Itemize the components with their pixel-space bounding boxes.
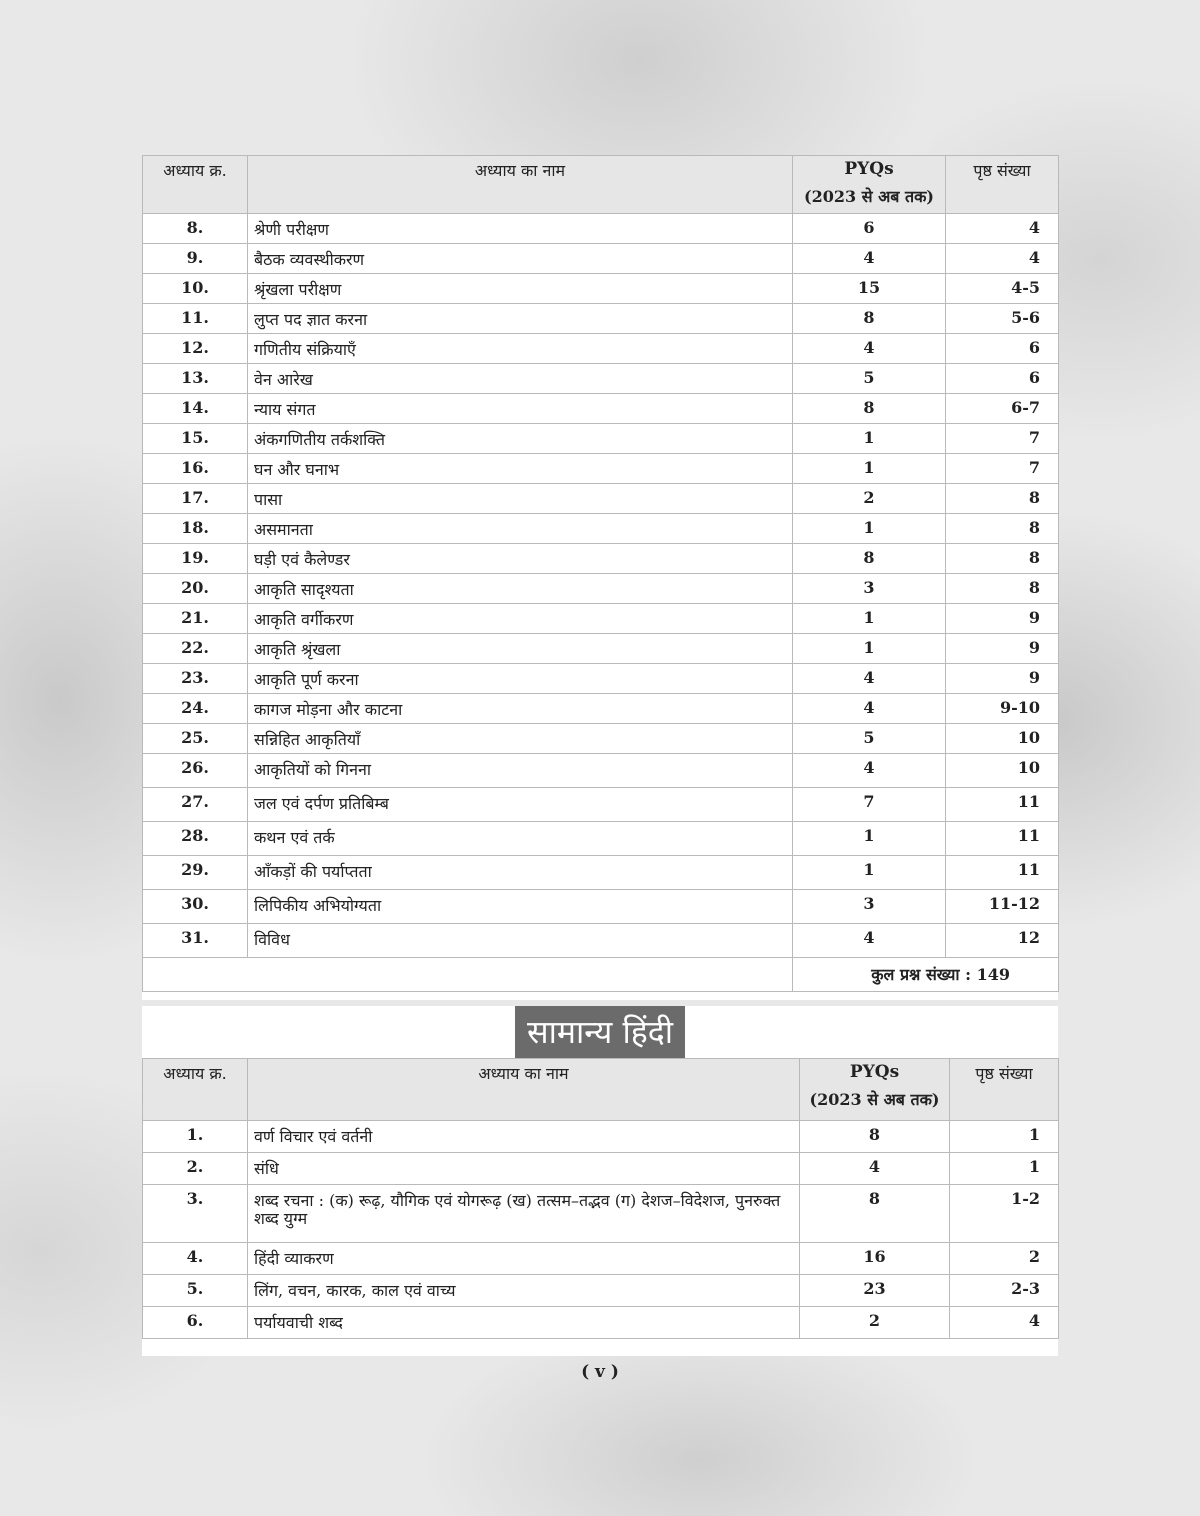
chapter-name-cell: आँकड़ों की पर्याप्तता	[248, 856, 793, 890]
serial-cell: 9.	[143, 244, 248, 274]
serial-cell: 14.	[143, 394, 248, 424]
header-serial: अध्याय क्र.	[143, 156, 248, 214]
pyq-count-cell: 5	[793, 724, 946, 754]
table-row	[143, 1275, 1059, 1307]
page-number-cell: 1	[950, 1121, 1059, 1153]
chapter-table-1	[142, 155, 1059, 992]
pyq-count-cell: 2	[793, 484, 946, 514]
table-row	[143, 394, 1059, 424]
reasoning-chapter-table-panel	[142, 155, 1058, 1000]
chapter-name-cell: आकृति सादृश्यता	[248, 574, 793, 604]
page-number-cell: 4	[946, 214, 1059, 244]
page-number-cell: 4	[950, 1307, 1059, 1339]
chapter-name-cell: आकृतियों को गिनना	[248, 754, 793, 788]
serial-cell: 3.	[143, 1185, 248, 1243]
pyq-count-cell: 3	[793, 574, 946, 604]
page-number-cell: 10	[946, 724, 1059, 754]
chapter-name-cell: अंकगणितीय तर्कशक्ति	[248, 424, 793, 454]
table-row	[143, 304, 1059, 334]
pyq-count-cell: 4	[793, 334, 946, 364]
pyq-count-cell: 1	[793, 634, 946, 664]
table-row	[143, 724, 1059, 754]
chapter-name-cell: घन और घनाभ	[248, 454, 793, 484]
page-number-cell: 10	[946, 754, 1059, 788]
serial-cell: 6.	[143, 1307, 248, 1339]
serial-cell: 1.	[143, 1121, 248, 1153]
page-number-cell: 11-12	[946, 890, 1059, 924]
pyq-count-cell: 4	[793, 664, 946, 694]
chapter-name-cell: कथन एवं तर्क	[248, 822, 793, 856]
chapter-name-cell: वर्ण विचार एवं वर्तनी	[248, 1121, 800, 1153]
serial-cell: 15.	[143, 424, 248, 454]
header-chapter-name: अध्याय का नाम	[248, 1059, 800, 1121]
table-row	[143, 544, 1059, 574]
pyq-count-cell: 8	[793, 544, 946, 574]
chapter-table-2	[142, 1058, 1059, 1339]
serial-cell: 22.	[143, 634, 248, 664]
page-number-cell: 2	[950, 1243, 1059, 1275]
table-header-row	[143, 156, 1059, 214]
table-row	[143, 664, 1059, 694]
table-row	[143, 454, 1059, 484]
serial-cell: 28.	[143, 822, 248, 856]
page-number-cell: 1-2	[950, 1185, 1059, 1243]
pyq-count-cell: 3	[793, 890, 946, 924]
page-number-cell: 9	[946, 664, 1059, 694]
serial-cell: 26.	[143, 754, 248, 788]
serial-cell: 25.	[143, 724, 248, 754]
header-serial: अध्याय क्र.	[143, 1059, 248, 1121]
chapter-name-cell: शब्द रचना : (क) रूढ़, यौगिक एवं योगरूढ़ (ख) तत्सम–तद्भव (ग) देशज–विदेशज, पुनरुक्त शब्द युग्म	[248, 1185, 800, 1243]
page-number-cell: 6	[946, 364, 1059, 394]
pyq-count-cell: 4	[793, 694, 946, 724]
page-number-cell: 7	[946, 424, 1059, 454]
pyq-count-cell: 8	[800, 1121, 950, 1153]
header-pyqs: PYQs (2023 से अब तक)	[800, 1059, 950, 1121]
chapter-name-cell: लुप्त पद ज्ञात करना	[248, 304, 793, 334]
table-row	[143, 574, 1059, 604]
serial-cell: 24.	[143, 694, 248, 724]
page-number-cell: 6	[946, 334, 1059, 364]
pyq-count-cell: 4	[793, 754, 946, 788]
page-number: ( v )	[581, 1362, 619, 1382]
table-row	[143, 694, 1059, 724]
pyq-count-cell: 1	[793, 822, 946, 856]
table-row	[143, 788, 1059, 822]
page-number-cell: 12	[946, 924, 1059, 958]
serial-cell: 20.	[143, 574, 248, 604]
table-row	[143, 754, 1059, 788]
pyq-count-cell: 2	[800, 1307, 950, 1339]
table-row	[143, 822, 1059, 856]
total-row	[143, 958, 1059, 992]
chapter-name-cell: घड़ी एवं कैलेण्डर	[248, 544, 793, 574]
table-row	[143, 214, 1059, 244]
table-row	[143, 1153, 1059, 1185]
page-number-cell: 9	[946, 604, 1059, 634]
table-row	[143, 484, 1059, 514]
serial-cell: 31.	[143, 924, 248, 958]
chapter-name-cell: संधि	[248, 1153, 800, 1185]
page-number-cell: 11	[946, 822, 1059, 856]
pyq-count-cell: 8	[800, 1185, 950, 1243]
chapter-name-cell: जल एवं दर्पण प्रतिबिम्ब	[248, 788, 793, 822]
table-row	[143, 924, 1059, 958]
page-number-cell: 11	[946, 856, 1059, 890]
serial-cell: 2.	[143, 1153, 248, 1185]
page-number-cell: 8	[946, 514, 1059, 544]
table-row	[143, 1307, 1059, 1339]
table-row	[143, 1185, 1059, 1243]
chapter-name-cell: सन्निहित आकृतियाँ	[248, 724, 793, 754]
serial-cell: 23.	[143, 664, 248, 694]
table-row	[143, 334, 1059, 364]
pyq-count-cell: 1	[793, 514, 946, 544]
serial-cell: 17.	[143, 484, 248, 514]
page-number-cell: 7	[946, 454, 1059, 484]
pyq-count-cell: 6	[793, 214, 946, 244]
pyq-count-cell: 5	[793, 364, 946, 394]
table-row	[143, 274, 1059, 304]
page-number-cell: 5-6	[946, 304, 1059, 334]
serial-cell: 29.	[143, 856, 248, 890]
chapter-name-cell: गणितीय संक्रियाएँ	[248, 334, 793, 364]
table-row	[143, 1121, 1059, 1153]
pyq-count-cell: 7	[793, 788, 946, 822]
chapter-name-cell: बैठक व्यवस्थीकरण	[248, 244, 793, 274]
page-number-cell: 11	[946, 788, 1059, 822]
pyq-count-cell: 16	[800, 1243, 950, 1275]
pyq-count-cell: 8	[793, 394, 946, 424]
section-heading: सामान्य हिंदी	[515, 1006, 685, 1058]
serial-cell: 8.	[143, 214, 248, 244]
pyq-count-cell: 1	[793, 604, 946, 634]
chapter-name-cell: लिपिकीय अभियोग्यता	[248, 890, 793, 924]
page-number-cell: 6-7	[946, 394, 1059, 424]
chapter-name-cell: पासा	[248, 484, 793, 514]
chapter-name-cell: वेन आरेख	[248, 364, 793, 394]
serial-cell: 12.	[143, 334, 248, 364]
pyq-count-cell: 4	[800, 1153, 950, 1185]
chapter-name-cell: आकृति वर्गीकरण	[248, 604, 793, 634]
header-page-number: पृष्ठ संख्या	[946, 156, 1059, 214]
pyq-count-cell: 1	[793, 454, 946, 484]
table-row	[143, 244, 1059, 274]
serial-cell: 16.	[143, 454, 248, 484]
chapter-name-cell: हिंदी व्याकरण	[248, 1243, 800, 1275]
chapter-name-cell: पर्यायवाची शब्द	[248, 1307, 800, 1339]
serial-cell: 30.	[143, 890, 248, 924]
table-row	[143, 856, 1059, 890]
page-number-cell: 2-3	[950, 1275, 1059, 1307]
serial-cell: 4.	[143, 1243, 248, 1275]
chapter-name-cell: न्याय संगत	[248, 394, 793, 424]
page-number-cell: 4	[946, 244, 1059, 274]
table-row	[143, 364, 1059, 394]
pyq-count-cell: 4	[793, 244, 946, 274]
pyq-count-cell: 15	[793, 274, 946, 304]
chapter-name-cell: श्रृंखला परीक्षण	[248, 274, 793, 304]
page-number-cell: 4-5	[946, 274, 1059, 304]
page-number-cell: 9	[946, 634, 1059, 664]
header-pyqs: PYQs (2023 से अब तक)	[793, 156, 946, 214]
table-header-row	[143, 1059, 1059, 1121]
serial-cell: 11.	[143, 304, 248, 334]
page-number-cell: 8	[946, 544, 1059, 574]
pyq-count-cell: 4	[793, 924, 946, 958]
table-row	[143, 634, 1059, 664]
serial-cell: 21.	[143, 604, 248, 634]
hindi-chapter-table-panel	[142, 1006, 1058, 1356]
page-number-cell: 1	[950, 1153, 1059, 1185]
chapter-name-cell: श्रेणी परीक्षण	[248, 214, 793, 244]
chapter-name-cell: कागज मोड़ना और काटना	[248, 694, 793, 724]
page-number-cell: 8	[946, 574, 1059, 604]
chapter-name-cell: असमानता	[248, 514, 793, 544]
header-page-number: पृष्ठ संख्या	[950, 1059, 1059, 1121]
table-row	[143, 424, 1059, 454]
pyq-count-cell: 1	[793, 424, 946, 454]
header-chapter-name: अध्याय का नाम	[248, 156, 793, 214]
pyq-count-cell: 23	[800, 1275, 950, 1307]
chapter-name-cell: आकृति श्रृंखला	[248, 634, 793, 664]
chapter-name-cell: लिंग, वचन, कारक, काल एवं वाच्य	[248, 1275, 800, 1307]
table-row	[143, 890, 1059, 924]
serial-cell: 27.	[143, 788, 248, 822]
total-questions: कुल प्रश्न संख्या : 149	[793, 958, 1059, 992]
chapter-name-cell: आकृति पूर्ण करना	[248, 664, 793, 694]
serial-cell: 18.	[143, 514, 248, 544]
table-row	[143, 604, 1059, 634]
serial-cell: 5.	[143, 1275, 248, 1307]
serial-cell: 10.	[143, 274, 248, 304]
pyq-count-cell: 8	[793, 304, 946, 334]
serial-cell: 19.	[143, 544, 248, 574]
page-number-cell: 9-10	[946, 694, 1059, 724]
pyq-count-cell: 1	[793, 856, 946, 890]
table-row	[143, 1243, 1059, 1275]
chapter-name-cell: विविध	[248, 924, 793, 958]
page-number-cell: 8	[946, 484, 1059, 514]
serial-cell: 13.	[143, 364, 248, 394]
table-row	[143, 514, 1059, 544]
